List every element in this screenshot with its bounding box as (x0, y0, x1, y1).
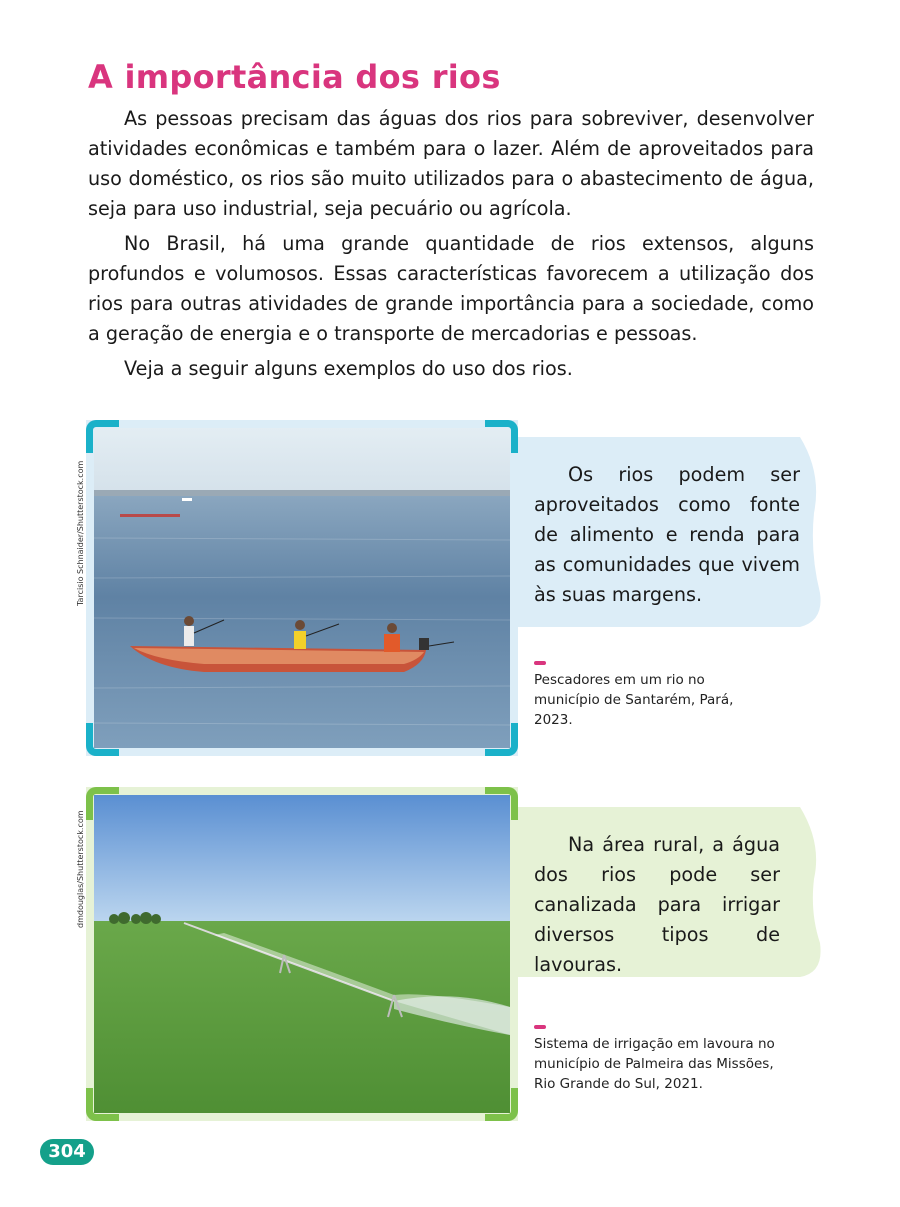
photo-irrigation (94, 795, 510, 1113)
caption-marker (534, 661, 546, 665)
photo-fishermen (94, 428, 510, 748)
photo-credit: Tarcisio Schnaider/Shutterstock.com (76, 460, 85, 606)
photo-irrigation-frame (86, 787, 518, 1121)
photo-caption: Pescadores em um rio no município de Santarém, Pará, 2023. (534, 672, 734, 728)
paragraph: No Brasil, há uma grande quantidade de rios extensos, alguns profundos e volumosos. Essas características favorecem a utilização dos rios para outras atividades de grande importância para a sociedade, como a geração de energia e o transporte de mercadorias e pessoas. (88, 232, 814, 345)
photo-fishermen-frame (86, 420, 518, 756)
example-text: Os rios podem ser aproveitados como fonte de alimento e renda para as comunidades que vivem às suas margens. (534, 463, 800, 606)
example-text: Na área rural, a água dos rios pode ser canalizada para irrigar diversos tipos de lavouras. (534, 833, 780, 976)
photo-credit: dmdouglas/Shutterstock.com (76, 810, 85, 928)
paragraph: Veja a seguir alguns exemplos do uso dos rios. (124, 357, 573, 380)
photo-caption: Sistema de irrigação em lavoura no município de Palmeira das Missões, Rio Grande do Sul, 2021. (534, 1036, 775, 1092)
page-number-badge: 304 (40, 1139, 94, 1165)
caption-marker (534, 1025, 546, 1029)
page-title: A importância dos rios (88, 58, 501, 96)
paragraph: As pessoas precisam das águas dos rios para sobreviver, desenvolver atividades econômicas e também para o lazer. Além de aproveitados para uso doméstico, os rios são muito utilizados para o abastecimento de água, seja para uso industrial, seja pecuário ou agrícola. (88, 107, 814, 220)
intro-text (88, 104, 814, 389)
